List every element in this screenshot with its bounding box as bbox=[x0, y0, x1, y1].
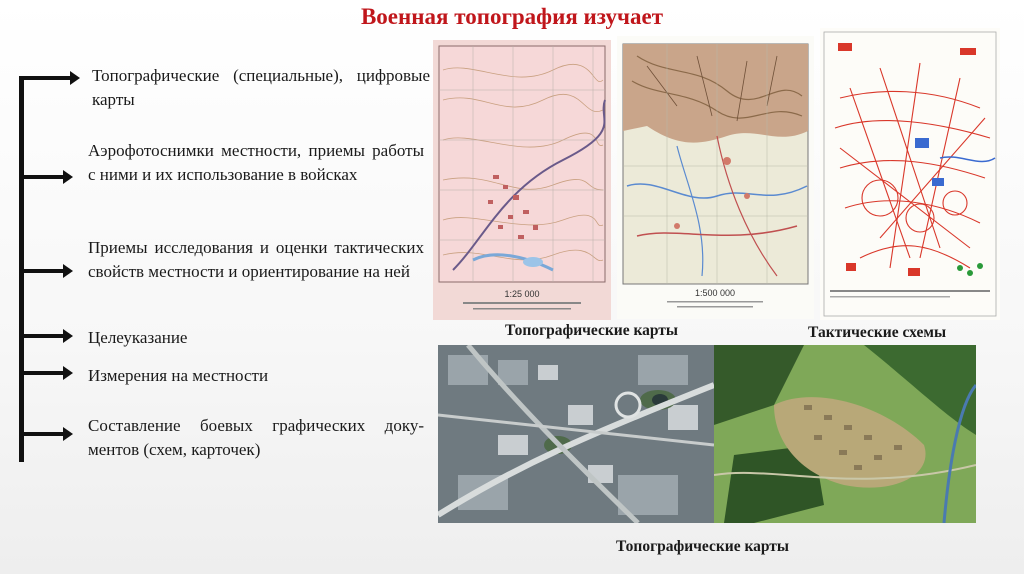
caption-topographic-maps: Топографические карты bbox=[505, 322, 679, 339]
map-scale-label: 1:25 000 bbox=[504, 289, 540, 299]
map-scale-label: 1:500 000 bbox=[694, 288, 736, 298]
caption-aerial-maps: Топографические карты bbox=[616, 538, 790, 555]
arrow-1 bbox=[19, 76, 71, 80]
list-item: Аэрофотоснимки местности, приемы работы с ними и их использование в войсках bbox=[88, 141, 424, 184]
aerial-photo-rural bbox=[714, 345, 976, 523]
list-item: Приемы исследования и оценки тактических свойств местности и ориентирование на ней bbox=[88, 238, 424, 281]
list-item: Измерения на местности bbox=[88, 366, 269, 385]
arrow-3 bbox=[19, 269, 64, 273]
aerial-photo-city bbox=[438, 345, 714, 523]
arrow-2 bbox=[19, 175, 64, 179]
page-title: Военная топография изучает bbox=[360, 4, 664, 29]
tactical-scheme bbox=[820, 28, 1000, 320]
arrow-4 bbox=[19, 334, 64, 338]
topographic-map-1 bbox=[433, 40, 611, 320]
list-item: Целеуказание bbox=[88, 328, 188, 347]
arrow-6 bbox=[19, 432, 64, 436]
arrow-5 bbox=[19, 371, 64, 375]
list-item: Составление боевых графических доку-ментов (схем, карточек) bbox=[88, 416, 424, 459]
topographic-map-2 bbox=[617, 36, 814, 319]
list-item: Топографические (специальные), цифровые карты bbox=[92, 66, 430, 109]
caption-tactical-schemes: Тактические схемы bbox=[808, 324, 947, 341]
